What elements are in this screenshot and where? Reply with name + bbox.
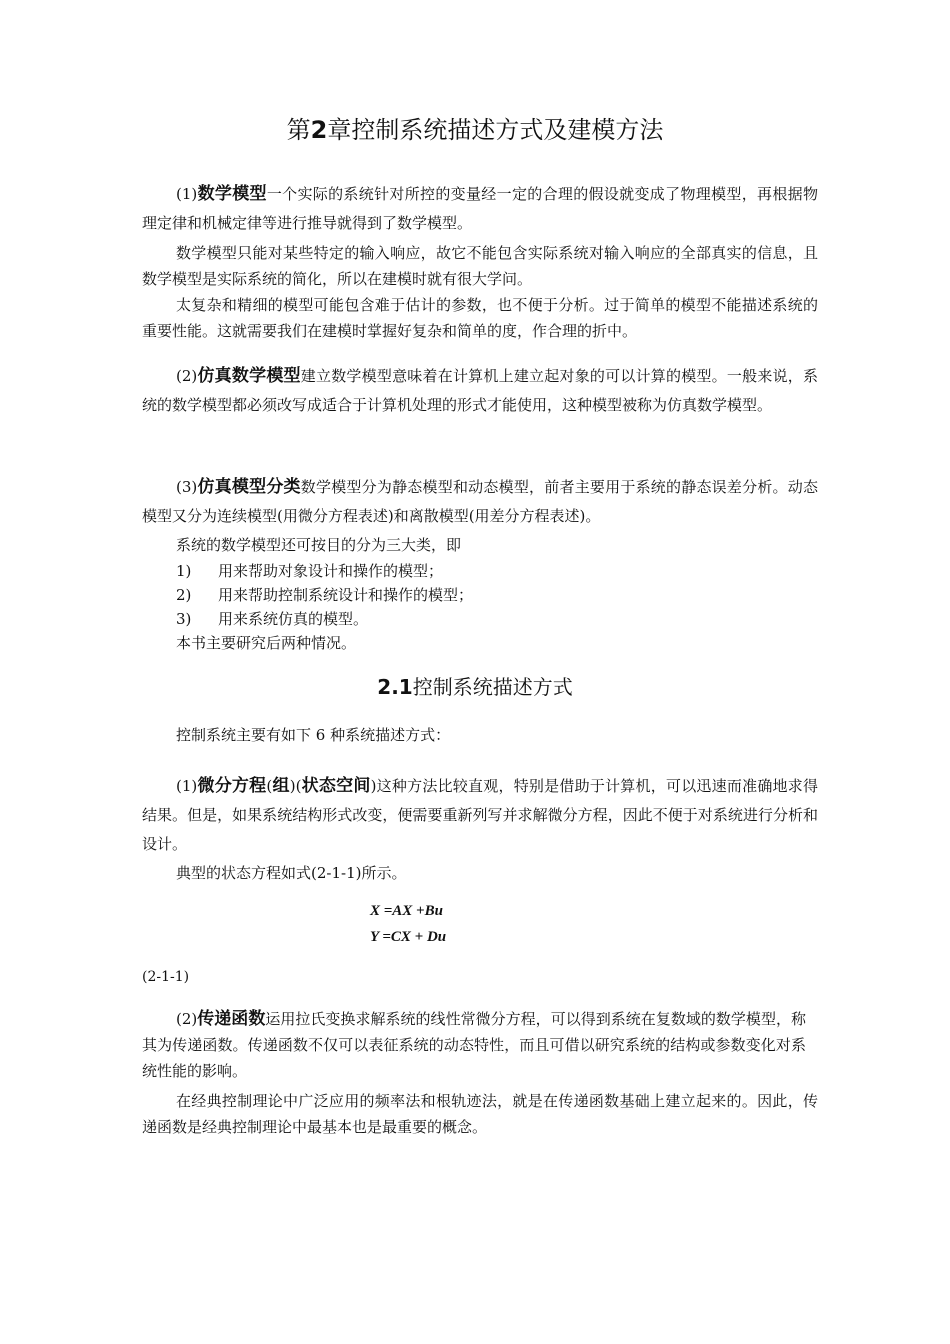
paragraph-model-classification [142,473,818,531]
paragraph-classical-control: 在经典控制理论中广泛应用的频率法和根轨迹法，就是在传递函数基础上建立起来的。因此，传递函数是经典控制理论中最基本也是最重要的概念。 [142,1092,818,1136]
paragraph-heading: 组 [272,776,290,796]
list-item-text: 用来系统仿真的模型。 [218,610,369,628]
paragraph-heading: 传递函数 [197,1009,266,1029]
paragraph-heading: 仿真数学模型 [197,366,301,386]
paragraph-model-complexity: 太复杂和精细的模型可能包含难于估计的参数，也不便于分析。过于简单的模型不能描述系统的重要性能。这就需要我们在建模时掌握好复杂和简单的度，作合理的折中。 [142,296,818,340]
paragraph-transfer-function [142,1006,806,1084]
section-title-text: 控制系统描述方式 [412,675,573,699]
paragraph-body: 这种方法比较直观，特别是借助于计算机，可以迅速而准确地求得结果。但是，如果系统结构形式改变，便需要重新列写并求解微分方程，因此不便于对系统进行分析和设计。 [142,777,819,853]
equation-number: (2-1-1) [142,969,190,985]
list-item [176,582,473,608]
paragraph-math-model [142,180,818,238]
chapter-title-text: 章控制系统描述方式及建模方法 [327,116,664,144]
item-number: (3) [176,478,198,496]
paragraph-simulation-model [142,362,818,420]
list-item-text: 用来帮助对象设计和操作的模型； [218,562,444,580]
paragraph-body: 一个实际的系统针对所控的变量经一定的合理的假设就变成了物理模型，再根据物理定律和机械定律等进行推导就得到了数学模型。 [142,185,818,232]
list-item-text: 用来帮助控制系统设计和操作的模型； [218,586,474,604]
paragraph-state-equation-intro: 典型的状态方程如式(2-1-1)所示。 [176,864,407,882]
chapter-number: 2 [310,116,328,144]
chapter-title [0,112,950,148]
list-item-number: 2) [176,586,192,604]
paragraph-heading: 仿真模型分类 [197,477,301,497]
paragraph-body: 数学模型分为静态模型和动态模型，前者主要用于系统的静态误差分析。动态模型又分为连续模型(用微分方程表述)和离散模型(用差分方程表述)。 [142,478,818,525]
list-item-number: 3) [176,610,192,628]
paragraph-body: 运用拉氏变换求解系统的线性常微分方程，可以得到系统在复数域的数学模型，称其为传递函数。传递函数不仅可以表征系统的动态特性，而且可借以研究系统的结构或参数变化对系统性能的影响。 [142,1010,806,1080]
equation-line: Y =CX + Du [370,929,447,945]
section-title [0,670,950,704]
section-number: 2.1 [377,675,413,699]
paren: ( [266,777,273,795]
paragraph-heading: 微分方程 [197,776,267,796]
paragraph-heading: 状态空间 [301,776,371,796]
list-item [176,558,443,584]
item-number: (1) [176,185,198,203]
chapter-title-prefix: 第 [286,116,311,144]
paragraph-book-scope: 本书主要研究后两种情况。 [176,634,357,652]
paragraph-heading: 数学模型 [197,184,267,204]
paren: ) [370,777,377,795]
paragraph-body: 建立数学模型意味着在计算机上建立起对象的可以计算的模型。一般来说，系统的数学模型都必须改写成适合于计算机处理的形式才能使用，这种模型被称为仿真数学模型。 [142,367,818,414]
list-item [176,606,368,632]
paragraph-description-methods: 控制系统主要有如下 6 种系统描述方式： [176,726,451,744]
list-item-number: 1) [176,562,192,580]
paren: )( [289,777,302,795]
item-number: (2) [176,367,198,385]
paragraph-differential-equations [142,772,818,859]
paragraph-model-purpose: 系统的数学模型还可按目的分为三大类，即 [176,536,462,554]
paragraph-model-limits: 数学模型只能对某些特定的输入响应，故它不能包含实际系统对输入响应的全部真实的信息，且数学模型是实际系统的简化，所以在建模时就有很大学问。 [142,244,818,288]
equation-line: X =AX +Bu [370,903,443,919]
item-number: (2) [176,1010,198,1028]
item-number: (1) [176,777,198,795]
